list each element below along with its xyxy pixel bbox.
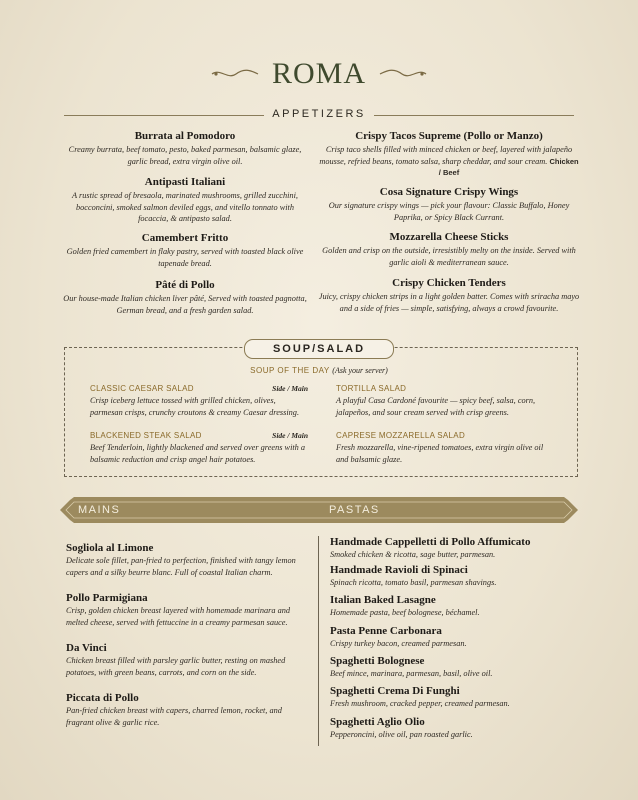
- appetizer-item: [318, 231, 580, 268]
- item-desc: Pan-fried chicken breast with capers, charred lemon, rocket, and fragrant olive & garlic rice.: [66, 706, 282, 727]
- soup-of-the-day: SOUP OF THE DAY (Ask your server): [250, 366, 388, 375]
- item-name: Sogliola al Limone: [66, 542, 154, 554]
- appetizer-item: [60, 232, 310, 269]
- item-name: Spaghetti Aglio Olio: [330, 716, 425, 728]
- main-item: [66, 642, 308, 678]
- item-name: Cosa Signature Crispy Wings: [379, 186, 519, 198]
- item-desc: Juicy, crispy chicken strips in a light golden batter. Comes with sriracha mayo and a side of fries — simple, satisfying, always a crowd favourite.: [318, 292, 580, 313]
- item-name: Crispy Chicken Tenders: [392, 277, 506, 289]
- salad-size-options: Side / Main: [272, 431, 308, 440]
- item-desc: Smoked chicken & ricotta, sage butter, parmesan.: [330, 550, 496, 559]
- salad-desc: Fresh mozzarella, vine-ripened tomatoes, extra virgin olive oil and balsamic glaze.: [336, 443, 544, 464]
- salad-name: TORTILLA SALAD: [336, 384, 407, 393]
- pasta-item: [330, 594, 580, 619]
- salad-item: [336, 431, 554, 465]
- pasta-item: [330, 625, 580, 650]
- salad-item: [336, 384, 554, 418]
- item-name: Handmade Cappelletti di Pollo Affumicato: [330, 536, 531, 548]
- title-row: [0, 57, 638, 91]
- restaurant-title: ROMA: [271, 57, 366, 90]
- item-name: Antipasti Italiani: [144, 176, 226, 188]
- item-desc: Chicken breast filled with parsley garlic butter, resting on mashed potatoes, with green beans, carrots, and corn on the side.: [66, 656, 286, 677]
- appetizer-item: [60, 176, 310, 225]
- item-tag: Chicken / Beef: [438, 156, 579, 177]
- item-name: Da Vinci: [66, 642, 107, 654]
- salad-name: CLASSIC CAESAR SALAD Side / Main: [90, 384, 308, 393]
- salad-desc: A playful Casa Cardoné favourite — spicy beef, salsa, corn, jalapeños, and sour cream served with crisp greens.: [336, 396, 536, 417]
- item-name: Pasta Penne Carbonara: [330, 625, 442, 637]
- main-item: [66, 692, 308, 728]
- item-desc: Homemade pasta, beef bolognese, béchamel.: [330, 608, 480, 617]
- left-flourish-icon: [210, 67, 260, 81]
- appetizer-item: [60, 279, 310, 316]
- appetizer-item: [318, 277, 580, 314]
- item-desc: Beef mince, marinara, parmesan, basil, olive oil.: [330, 669, 493, 678]
- salad-name: BLACKENED STEAK SALAD Side / Main: [90, 431, 308, 440]
- mains-pastas-banner: [60, 497, 578, 523]
- item-name: Italian Baked Lasagne: [330, 594, 436, 606]
- pasta-item: [330, 655, 580, 680]
- soup-salad-heading: SOUP/SALAD: [244, 339, 394, 359]
- item-name: Spaghetti Bolognese: [330, 655, 425, 667]
- item-desc: Creamy burrata, beef tomato, pesto, baked parmesan, balsamic glaze, garlic bread, extra virgin olive oil.: [68, 145, 302, 166]
- item-desc: Crisp, golden chicken breast layered with homemade marinara and melted cheese, served with fettuccine in a creamy parmesan sauce.: [66, 606, 291, 627]
- item-desc: Crispy turkey bacon, creamed parmesan.: [330, 639, 467, 648]
- salad-item: [90, 431, 308, 465]
- item-desc: A rustic spread of bresaola, marinated mushrooms, grilled zucchini, bocconcini, smoked salmon deviled eggs, and vitello tonnato with focaccia, & antipasto salad.: [72, 191, 298, 223]
- appetizer-item: [60, 130, 310, 167]
- mains-heading: MAINS: [78, 504, 121, 516]
- main-item: [66, 592, 308, 628]
- item-name: Pâté di Pollo: [155, 279, 215, 291]
- item-desc: Golden fried camembert in flaky pastry, served with toasted black olive tapenade bread.: [66, 247, 304, 268]
- item-desc: Our signature crispy wings — pick your flavour: Classic Buffalo, Honey Paprika, or Spicy Black Currant.: [328, 201, 570, 222]
- item-name: Burrata al Pomodoro: [134, 130, 236, 142]
- item-desc: Spinach ricotta, tomato basil, parmesan shavings.: [330, 578, 497, 587]
- item-name: Mozzarella Cheese Sticks: [389, 231, 509, 243]
- item-name: Handmade Ravioli di Spinaci: [330, 564, 468, 576]
- salad-desc: Crisp iceberg lettuce tossed with grilled chicken, olives, parmesan crisps, crunchy croutons & creamy Caesar dressing.: [90, 396, 300, 417]
- item-desc: Delicate sole fillet, pan-fried to perfection, finished with tangy lemon capers and a silky beurre blanc. Full of coastal Italian charm.: [66, 556, 296, 577]
- item-name: Crispy Tacos Supreme (Pollo or Manzo): [355, 130, 543, 142]
- pasta-item: [330, 685, 580, 710]
- salad-name: CAPRESE MOZZARELLA SALAD: [336, 431, 466, 440]
- item-name: Camembert Fritto: [141, 232, 229, 244]
- salad-desc: Beef Tenderloin, lightly blackened and served over greens with a balsamic reduction and crisp angel hair potatoes.: [90, 443, 306, 464]
- pastas-heading: PASTAS: [329, 504, 380, 516]
- item-name: Spaghetti Crema Di Funghi: [330, 685, 460, 697]
- main-item: [66, 542, 308, 578]
- salad-size-options: Side / Main: [272, 384, 308, 393]
- item-desc: Our house-made Italian chicken liver pâté, Served with toasted pagnotta, German bread, and a fresh garden salad.: [63, 294, 307, 315]
- pasta-item: [330, 716, 580, 741]
- right-flourish-icon: [378, 67, 428, 81]
- appetizers-heading: APPETIZERS: [0, 108, 638, 120]
- item-desc: Crisp taco shells filled with minced chicken or beef, layered with jalapeño mousse, refried beans, tomato salsa, sharp cheddar, and sour cream. Chicken / Beef: [319, 145, 579, 177]
- appetizer-item: [318, 186, 580, 223]
- pasta-item: [330, 564, 580, 589]
- column-divider: [318, 536, 319, 746]
- item-name: Pollo Parmigiana: [66, 592, 148, 604]
- appetizer-item: [318, 130, 580, 179]
- pasta-item: [330, 536, 580, 561]
- item-desc: Fresh mushroom, cracked pepper, creamed parmesan.: [330, 699, 510, 708]
- salad-item: [90, 384, 308, 418]
- item-desc: Golden and crisp on the outside, irresistibly melty on the inside. Served with garlic aioli & mediterranean sauce.: [322, 246, 576, 267]
- item-name: Piccata di Pollo: [66, 692, 139, 704]
- item-desc: Pepperoncini, olive oil, pan roasted garlic.: [330, 730, 473, 739]
